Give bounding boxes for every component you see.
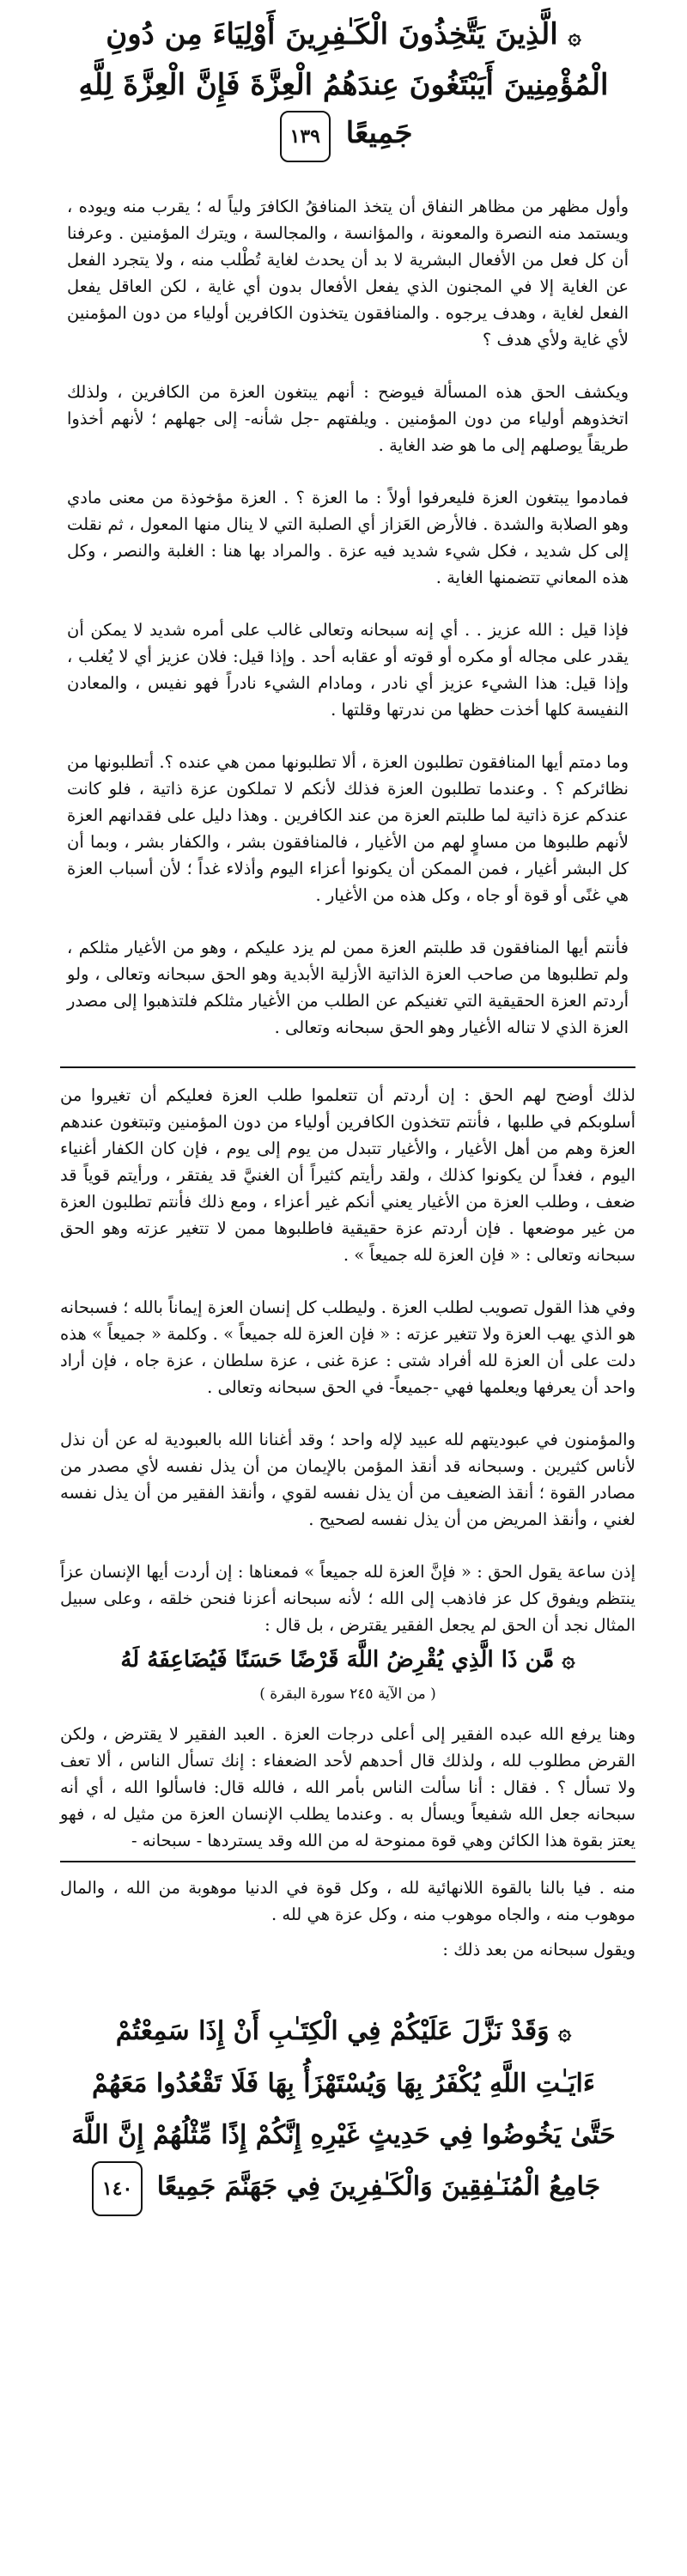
top-verse-line-2: الْمُؤْمِنِينَ أَيَبْتَغُونَ عِندَهُمُ الْعِزَّةَ فَإِنَّ الْعِزَّةَ لِلَّهِ: [78, 68, 609, 102]
bottom-verse-line-3: حَتَّىٰ يَخُوضُوا فِي حَدِيثٍ غَيْرِهِ إِنَّكُمْ إِذًا مِّثْلُهُمْ إِنَّ اللَّهَ: [71, 2120, 616, 2150]
paragraph: وأول مظهر من مظاهر النفاق أن يتخذ المنافقُ الكافرَ ولياً له ؛ يقرب منه ويوده ، ويستمد منه النصرة والمعونة ، والمؤانسة ، والمجالسة ، ويترك المؤمنين . وعرفنا أن كل فعل من الأفعال البشرية لا بد أن يحدث لغاية تُطْلب منه ، ولا يتجرد الفعل عن الغاية إلا في المجنون الذي يفعل الأفعال بدون أي غاية ، لكن العاقل يفعل الفعل لغاية ، وهدف يرجوه . والمنافقون يتخذون الكافرين أولياء من دون المؤمنين لأي غاية ولأي هدف ؟: [67, 197, 629, 349]
paragraph: فمادموا يبتغون العزة فليعرفوا أولاً : ما العزة ؟ . العزة مؤخوذة من معنى مادي وهو الصلابة والشدة . فالأرض العَزاز أي الصلبة التي لا ينال منها المعول ، ثم نقلت إلى كل شديد ، فكل شيء شديد فيه عزة . والمراد بها هنا : الغلبة والنصر ، وكل هذه المعاني تتضمنها الغاية .: [67, 488, 629, 587]
section-3: [60, 1861, 635, 1963]
verse-ornament-icon: ۞: [562, 1647, 575, 1673]
top-verse-line-1: ۞ الَّذِينَ يَتَّخِذُونَ الْكَـٰفِرِينَ أَوْلِيَاءَ مِن دُونِ: [106, 17, 581, 52]
bottom-verse-line-2: ءَايَـٰتِ اللَّهِ يُكْفَرُ بِهَا وَيُسْتَهْزَأُ بِهَا فَلَا تَقْعُدُوا مَعَهُمْ: [92, 2069, 595, 2099]
verse-ornament-icon: ۞: [568, 24, 581, 50]
paragraph: ويكشف الحق هذه المسألة فيوضح : أنهم يبتغون العزة من الكافرين ، ولذلك اتخذوهم أولياء من دون المؤمنين . ويلفتهم -جل شأنه- إلى جهلهم ؛ لأنهم أخذوا طريقاً يوصلهم إلى ما هو ضد الغاية .: [67, 382, 629, 455]
section-2: [60, 1066, 635, 1854]
section-1: [0, 193, 687, 1041]
verse-number-badge: ١٤٠: [92, 2161, 143, 2216]
paragraph: فأنتم أيها المنافقون قد طلبتم العزة ممن لم يزد عليكم ، وهو من الأغيار مثلكم ، ولم تطلبوها من صاحب العزة الذاتية الأزلية الأبدية وهو الحق سبحانه وتعالى ، ولو أردتم العزة الحقيقية التي تغنيكم عن الطلب من الأغيار مثلكم فلتذهبوا إلى مصدر العزة الذي لا تناله الأغيار وهو الحق سبحانه وتعالى .: [67, 938, 629, 1037]
paragraph: لذلك أوضح لهم الحق : إن أردتم أن تتعلموا طلب العزة فعليكم أن تغيروا من أسلوبكم في طلبها ، فأنتم تتخذون الكافرين أولياء من دون المؤمنين وتبتغون عندهم العزة وهم من أهل الأغيار ، والأغيار تتبدل من يوم إلى يوم ، فإن كان الكفار أغنياء اليوم ، فغداً لن يكونوا كذلك ، ولقد رأيتم كثيراً أن الغنيَّ قد يفتقر ، ورأيتم قوياً قد ضعف ، وطلب العزة من الأغيار يعني أنكم غير أعزاء ، ومع ذلك فأنتم تطلبون العزة من غير موضعها . فإن أردتم عزة حقيقية فاطلبوها ممن لا تتغير عزته وهو الحق سبحانه وتعالى : « فإن العزة لله جميعاً » .: [60, 1085, 635, 1265]
bottom-verse-line-1: ۞ وَقَدْ نَزَّلَ عَلَيْكُمْ فِي الْكِتَـٰبِ أَنْ إِذَا سَمِعْتُمْ: [115, 2016, 572, 2046]
paragraph: وفي هذا القول تصويب لطلب العزة . وليطلب كل إنسان العزة إيماناً بالله ؛ فسبحانه هو الذي يهب العزة ولا تتغير عزته : « فإن العزة لله جميعاً » . وكلمة « جميعاً » هذه دلت على أن العزة لله أفراد شتى : عزة غنى ، عزة سلطان ، عزة جاه ، فإن أراد واحد أن يعرفها ويعلمها فهي -جميعاً- في الحق سبحانه وتعالى .: [60, 1297, 636, 1397]
verse-ornament-icon: ۞: [558, 2020, 572, 2045]
paragraph: والمؤمنون في عبوديتهم لله عبيد لإله واحد ؛ وقد أغنانا الله بالعبودية له عن أن نذل لأناس كثيرين . وسبحانه قد أنقذ المؤمن بالإيمان من أن يذل نفسه لأي مصدر من مصادر القوة ؛ أنقذ الضعيف من أن يذل نفسه لقوي ، وأنقذ الفقير من أن يذل نفسه لغني ، وأنقذ المريض من أن يذل نفسه لصحيح .: [60, 1430, 635, 1529]
bottom-verse-line-4: جَامِعُ الْمُنَـٰفِقِينَ وَالْكَـٰفِرِينَ فِي جَهَنَّمَ جَمِيعًا ١٤٠: [43, 2161, 644, 2216]
top-verse-line-3: جَمِيعًا ١٣٩: [43, 109, 644, 162]
paragraph: وهنا يرفع الله عبده الفقير إلى أعلى درجات العزة . العبد الفقير لا يقترض ، ولكن القرض مطلوب لله ، ولذلك قال أحدهم لأحد الضعفاء : إنك تسأل الناس ، ألا تعف ولا تسأل ؟ . فقال : أنا سألت الناس بأمر الله ، فالله قال: فاسألوا الله ، أي أنه سبحانه جعل الله شفيعاً ويسأل به . وعندما يطلب الإنسان العزة من مثيل له ، فهو يعتز بقوة هذا الكائن وهي قوة ممنوحة له من الله وقد يستردها - سبحانه -: [60, 1724, 635, 1850]
top-verse: [43, 0, 644, 162]
citation-reference: ( من الآية ٢٤٥ سورة البقرة ): [259, 1686, 436, 1703]
paragraph: وما دمتم أيها المنافقون تطلبون العزة ، ألا تطلبونها ممن هي عنده ؟. أتطلبونها من نظائركم ؟ . وعندما تطلبون العزة فذلك لأنكم لا تملكون عزة ذاتية ، فلو كانت عندكم عزة ذاتية لما طلبتم العزة من عند الكافرين . وهذا دليل على فقدانهم العزة لأنهم طلبوها من مساوٍ لهم من الأغيار ، فالمنافقون بشر ، والكفار بشر ، وبما أن كل البشر أغيار ، فمن الممكن أن يكونوا أعزاء اليوم وأذلاء غداً ؛ لأن أسباب العزة هي غنًى أو قوة أو جاه ، وكل هذه من الأغيار .: [67, 752, 629, 905]
verse-number-badge: ١٣٩: [280, 111, 331, 162]
paragraph: ويقول سبحانه من بعد ذلك :: [442, 1940, 635, 1959]
paragraph: إذن ساعة يقول الحق : « فإنَّ العزة لله جميعاً » فمعناها : إن أردت أيها الإنسان عزاً ينتظم ويفوق كل عز فاذهب إلى الله ؛ لأنه سبحانه أعزنا فنحن خلقه ، وعلى سبيل المثال نجد أن الحق لم يجعل الفقير يقترض ، بل قال :: [60, 1562, 635, 1635]
quran-citation: ۞ مَّن ذَا الَّذِي يُقْرِضُ اللَّهَ قَرْضًا حَسَنًا فَيُضَاعِفَهُ لَهُ: [120, 1647, 575, 1673]
bottom-verse: [43, 2006, 644, 2216]
paragraph: منه . فيا بالنا بالقوة اللانهائية لله ، وكل قوة في الدنيا موهوبة من الله ، والمال موهوب منه ، والجاه موهوب منه ، وكل عزة هي لله .: [60, 1878, 635, 1924]
paragraph: فإذا قيل : الله عزيز . . أي إنه سبحانه وتعالى غالب على أمره شديد لا يمكن أن يقدر على مجاله أو مكره أو قوته أو عقابه أحد . وإذا قيل: فلان عزيز أي لا يُغلب ، وإذا قيل: هذا الشيء عزيز أي نادر ، ومادام الشيء نادراً فهو نفيس ، والمعادن النفيسة كلها أخذت حظها من ندرتها وقلتها .: [67, 620, 629, 720]
